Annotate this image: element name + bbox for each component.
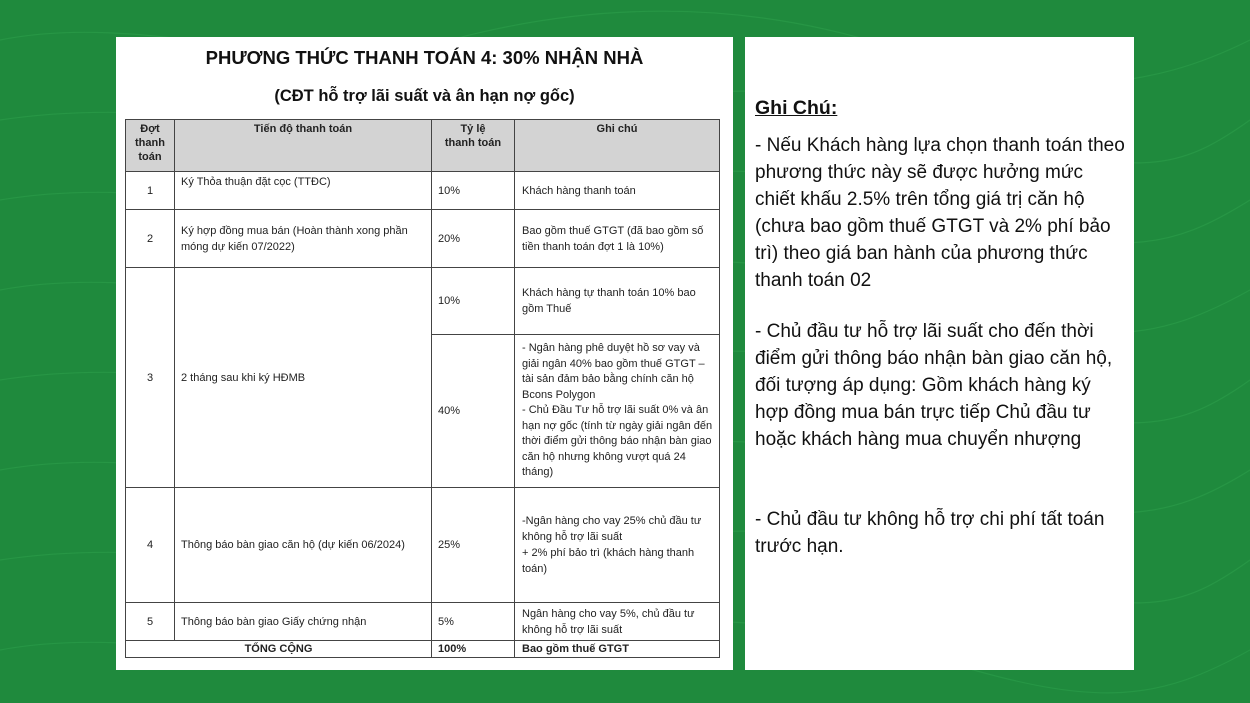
cell-tien-do: Thông báo bàn giao căn hộ (dự kiến 06/2024) xyxy=(175,488,432,603)
notes-panel xyxy=(745,37,1134,670)
page-subtitle: (CĐT hỗ trợ lãi suất và ân hạn nợ gốc) xyxy=(274,87,575,105)
cell-tien-do: Ký Thỏa thuận đặt cọc (TTĐC) xyxy=(175,172,432,210)
payment-table-panel xyxy=(116,37,733,670)
cell-ghi-chu: Khách hàng tự thanh toán 10% bao gồm Thuế xyxy=(515,268,720,335)
table-row xyxy=(126,488,720,603)
table-row xyxy=(126,268,720,335)
cell-ty-le: 5% xyxy=(432,603,515,641)
cell-ty-le: 10% xyxy=(432,172,515,210)
page-title: PHƯƠNG THỨC THANH TOÁN 4: 30% NHẬN NHÀ xyxy=(205,47,644,68)
table-row xyxy=(126,210,720,268)
total-ty-le: 100% xyxy=(432,641,515,658)
cell-tien-do: Ký hợp đồng mua bán (Hoàn thành xong phần móng dự kiến 07/2022) xyxy=(175,210,432,268)
cell-dot: 2 xyxy=(126,210,175,268)
table-total-row xyxy=(126,641,720,658)
cell-tien-do: Thông báo bàn giao Giấy chứng nhận xyxy=(175,603,432,641)
cell-ty-le: 40% xyxy=(432,335,515,488)
payment-schedule-table xyxy=(125,119,720,658)
notes-heading: Ghi Chú: xyxy=(755,97,838,119)
cell-ghi-chu: Ngân hàng cho vay 5%, chủ đầu tư không hỗ trợ lãi suất xyxy=(515,603,720,641)
cell-ghi-chu: -Ngân hàng cho vay 25% chủ đầu tư không hỗ trợ lãi suất + 2% phí bảo trì (khách hàng thanh toán) xyxy=(515,488,720,603)
cell-dot: 3 xyxy=(126,268,175,488)
note-item: - Chủ đầu tư hỗ trợ lãi suất cho đến thời điểm gửi thông báo nhận bàn giao căn hộ, đối tượng áp dụng: Gồm khách hàng ký hợp đồng mua bán trực tiếp Chủ đầu tư hoặc khách hàng mua chuyển nhượng xyxy=(755,321,1113,450)
total-label: TỔNG CỘNG xyxy=(126,641,432,658)
cell-tien-do: 2 tháng sau khi ký HĐMB xyxy=(175,268,432,488)
table-header-row xyxy=(126,120,720,172)
note-item: - Nếu Khách hàng lựa chọn thanh toán theo phương thức này sẽ được hưởng mức chiết khấu 2.5% trên tổng giá trị căn hộ (chưa bao gồm thuế GTGT và 2% phí bảo trì) theo giá ban hành của phương thức thanh toán 02 xyxy=(755,135,1125,291)
header-ty-le: Tỷ lệ thanh toán xyxy=(432,120,515,172)
cell-ghi-chu: - Ngân hàng phê duyệt hồ sơ vay và giải ngân 40% bao gồm thuế GTGT – tài sản đảm bảo bằng chính căn hộ Bcons Polygon - Chủ Đầu Tư hỗ trợ lãi suất 0% và ân hạn nợ gốc (tính từ ngày giải ngân đến thời điểm gửi thông báo nhận bàn giao căn hộ nhưng không vượt quá 24 tháng) xyxy=(515,335,720,488)
cell-ty-le: 25% xyxy=(432,488,515,603)
cell-dot: 1 xyxy=(126,172,175,210)
note-item: - Chủ đầu tư không hỗ trợ chi phí tất toán trước hạn. xyxy=(755,509,1105,557)
cell-dot: 4 xyxy=(126,488,175,603)
cell-ty-le: 10% xyxy=(432,268,515,335)
header-tien-do: Tiến độ thanh toán xyxy=(175,120,432,172)
table-row xyxy=(126,603,720,641)
total-ghi-chu: Bao gồm thuế GTGT xyxy=(515,641,720,658)
table-row xyxy=(126,172,720,210)
header-dot: Đợt thanh toán xyxy=(126,120,175,172)
cell-dot: 5 xyxy=(126,603,175,641)
cell-ty-le: 20% xyxy=(432,210,515,268)
header-ghi-chu: Ghi chú xyxy=(515,120,720,172)
cell-ghi-chu: Bao gồm thuế GTGT (đã bao gồm số tiền thanh toán đợt 1 là 10%) xyxy=(515,210,720,268)
cell-ghi-chu: Khách hàng thanh toán xyxy=(515,172,720,210)
